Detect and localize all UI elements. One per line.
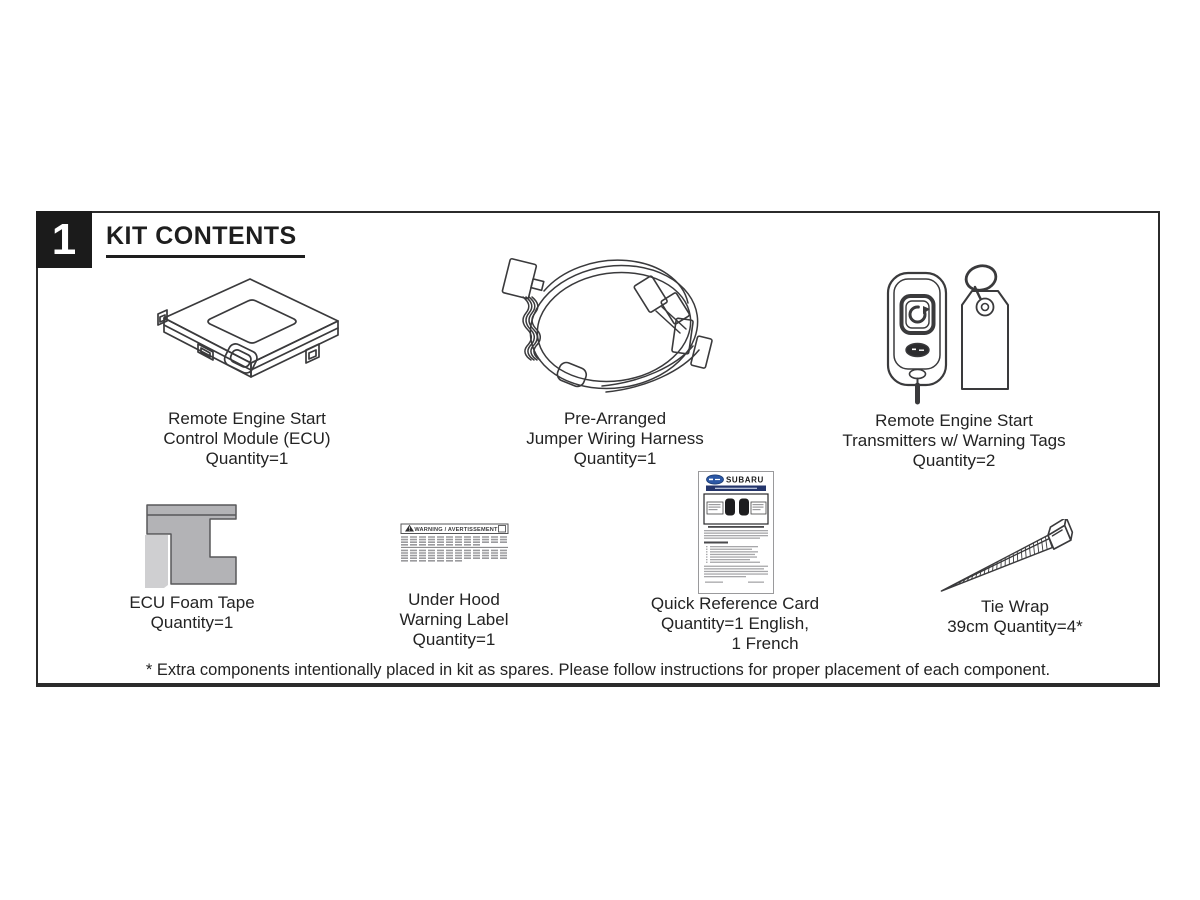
- tie-wrap-illustration: [932, 519, 1100, 601]
- caption-line: Transmitters w/ Warning Tags: [842, 431, 1066, 450]
- caption-jumper-harness: [515, 409, 715, 469]
- caption-tie-wrap: [915, 597, 1115, 637]
- kit-contents-section: [36, 211, 1160, 687]
- card-brand-text: SUBARU: [726, 475, 764, 485]
- caption-line: Tie Wrap: [980, 597, 1050, 616]
- section-title: KIT CONTENTS: [106, 222, 305, 258]
- transmitter-and-tag-illustration: [880, 261, 1022, 405]
- section-number: 1: [51, 214, 77, 264]
- caption-line: Quantity=1 English,: [661, 614, 809, 633]
- reference-card-illustration: [698, 471, 774, 594]
- caption-foam-tape: [92, 593, 292, 633]
- caption-line: Remote Engine Start: [168, 409, 326, 428]
- item-tie-wrap: [932, 519, 1100, 601]
- caption-line: 39cm Quantity=4*: [947, 617, 1083, 636]
- caption-line: Control Module (ECU): [163, 429, 331, 448]
- caption-line: Quantity=1: [412, 630, 496, 649]
- caption-line: Remote Engine Start: [875, 411, 1033, 430]
- item-foam-tape: [145, 504, 241, 588]
- caption-line: Warning Label: [399, 610, 509, 629]
- warning-label-header: WARNING / AVERTISSEMENT: [414, 527, 498, 533]
- caption-ecu-module: [147, 409, 347, 469]
- ecu-module-illustration: [150, 273, 354, 403]
- caption-line: Quick Reference Card: [650, 594, 820, 613]
- item-transmitters: [880, 261, 1022, 405]
- caption-transmitters: [834, 411, 1074, 471]
- caption-warning-label: [354, 590, 554, 650]
- caption-line: Quantity=1: [150, 613, 234, 632]
- item-reference-card: [698, 471, 774, 594]
- jumper-harness-illustration: [490, 253, 738, 405]
- caption-line: 1 French: [731, 634, 799, 653]
- foam-tape-illustration: [145, 504, 241, 588]
- item-ecu-module: [150, 273, 354, 403]
- caption-line: ECU Foam Tape: [129, 593, 255, 612]
- caption-line: Quantity=1: [205, 449, 289, 468]
- caption-line: Under Hood: [408, 590, 500, 609]
- caption-line: Pre-Arranged: [563, 409, 667, 428]
- item-jumper-harness: [490, 253, 738, 405]
- spares-footnote: * Extra components intentionally placed in kit as spares. Please follow instructions for proper placement of each component.: [145, 661, 1051, 679]
- warning-triangle-icon: !: [408, 526, 411, 533]
- caption-line: Quantity=2: [912, 451, 996, 470]
- caption-line: Jumper Wiring Harness: [526, 429, 704, 448]
- section-number-badge: [36, 211, 92, 268]
- caption-reference-card: [625, 594, 845, 654]
- caption-line: Quantity=1: [573, 449, 657, 468]
- item-warning-label: [396, 520, 514, 570]
- warning-label-illustration: [396, 520, 514, 570]
